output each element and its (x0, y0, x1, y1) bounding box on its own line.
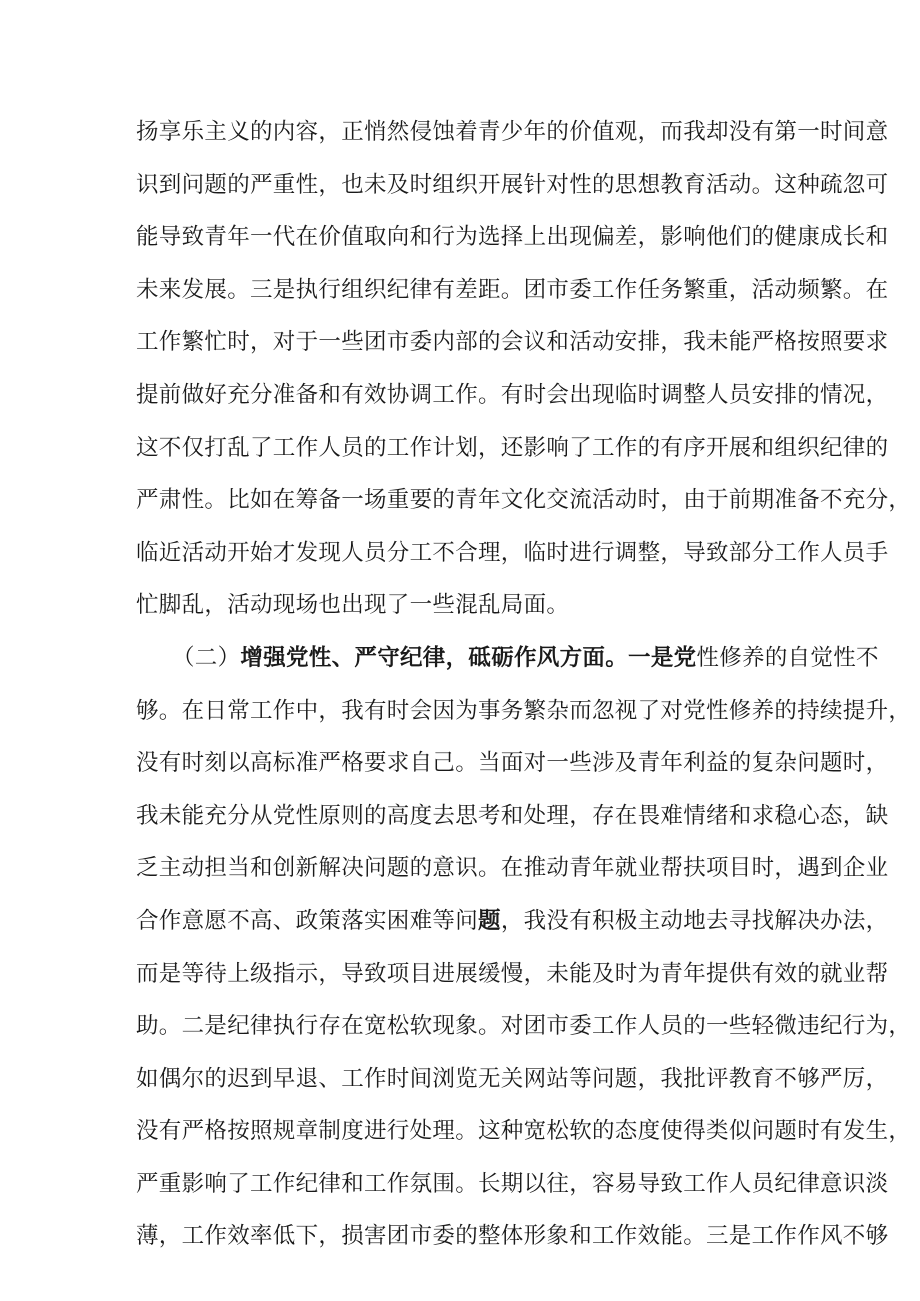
text-fragment: ，我没有积极主动地去寻找解决办法， (500, 907, 889, 934)
text-line: 如偶尔的迟到早退、工作时间浏览无关网站等问题，我批评教育不够严厉， (136, 1065, 889, 1092)
text-line: 我未能充分从党性原则的高度去思考和处理，存在畏难情绪和求稳心态，缺 (136, 802, 889, 829)
text-line: 严肃性。比如在筹备一场重要的青年文化交流活动时，由于前期准备不充分， (136, 487, 912, 514)
section-number: （二） (172, 644, 241, 671)
text-line: 提前做好充分准备和有效协调工作。有时会出现临时调整人员安排的情况， (136, 381, 889, 408)
text-line (136, 895, 889, 948)
section-1-text (136, 106, 912, 632)
text-line: 扬享乐主义的内容，正悄然侵蚀着青少年的价值观，而我却没有第一时间意 (136, 119, 889, 145)
text-line: 够。在日常工作中，我有时会因为事务繁杂而忽视了对党性修养的持续提升， (136, 697, 912, 724)
text-line: 严重影响了工作纪律和工作氛围。长期以往，容易导致工作人员纪律意识淡 (136, 1170, 889, 1197)
bold-char: 题 (478, 907, 501, 934)
section-heading: 增强党性、严守纪律，砥砺作风方面。 (240, 644, 629, 671)
document-page (136, 106, 912, 1263)
text-fragment: 合作意愿不高、政策落实困难等问 (136, 907, 479, 934)
text-line: 临近活动开始才发现人员分工不合理，临时进行调整，导致部分工作人员手 (136, 539, 889, 566)
text-line: 助。二是纪律执行存在宽松软现象。对团市委工作人员的一些轻微违纪行为， (136, 1013, 912, 1040)
text-line: 识到问题的严重性，也未及时组织开展针对性的思想教育活动。这种疏忽可 (136, 171, 889, 198)
section-heading-line (136, 632, 879, 685)
text-line: 薄，工作效率低下，损害团市委的整体形象和工作效能。三是工作作风不够 (136, 1223, 889, 1250)
text-line: 能导致青年一代在价值取向和行为选择上出现偏差，影响他们的健康成长和 (136, 224, 889, 251)
text-fragment: 性修养的自觉性不 (696, 644, 879, 671)
text-line: 乏主动担当和创新解决问题的意识。在推动青年就业帮扶项目时，遇到企业 (136, 855, 889, 882)
section-2-text (136, 632, 912, 1263)
text-line: 未来发展。三是执行组织纪律有差距。团市委工作任务繁重，活动频繁。在 (136, 276, 889, 303)
text-line: 没有严格按照规章制度进行处理。这种宽松软的态度使得类似问题时有发生， (136, 1118, 912, 1145)
sub-heading: 一是党 (628, 644, 697, 671)
text-line: 工作繁忙时，对于一些团市委内部的会议和活动安排，我未能严格按照要求 (136, 329, 889, 356)
text-line: 这不仅打乱了工作人员的工作计划，还影响了工作的有序开展和组织纪律的 (136, 434, 889, 461)
text-line: 而是等待上级指示，导致项目进展缓慢，未能及时为青年提供有效的就业帮 (136, 960, 889, 987)
text-line: 忙脚乱，活动现场也出现了一些混乱局面。 (136, 592, 570, 619)
text-line: 没有时刻以高标准严格要求自己。当面对一些涉及青年利益的复杂问题时， (136, 750, 889, 777)
